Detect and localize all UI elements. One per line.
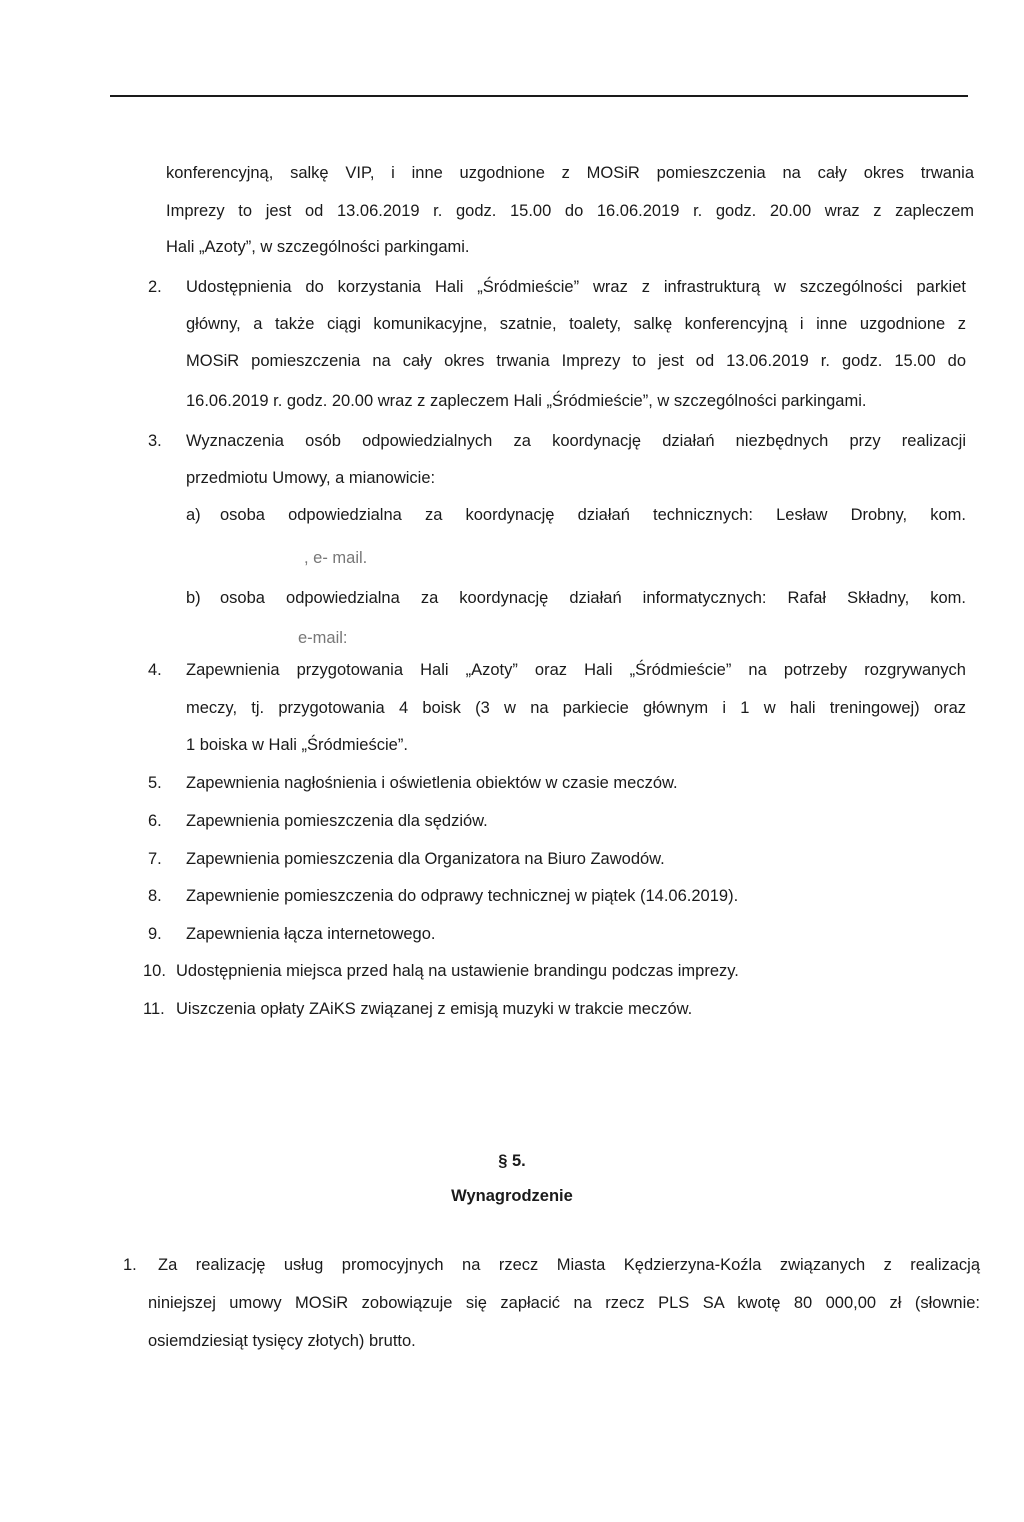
- item-9-text: Zapewnienia łącza internetowego.: [186, 925, 436, 943]
- item-2-line-2: główny, a także ciągi komunikacyjne, szatnie, toalety, salkę konferencyjną i inne uzgodnione z: [186, 315, 966, 333]
- subitem-a-line-2: , e- mail.: [304, 549, 368, 567]
- cont-line-1: konferencyjną, salkę VIP, i inne uzgodnione z MOSiR pomieszczenia na cały okres trwania: [166, 164, 974, 182]
- item-4-line-3: 1 boiska w Hali „Śródmieście”.: [186, 736, 408, 754]
- section5-line-1: Za realizację usług promocyjnych na rzecz Miasta Kędzierzyna-Koźla związanych z realizacją: [158, 1256, 980, 1274]
- item-6-text: Zapewnienia pomieszczenia dla sędziów.: [186, 812, 488, 830]
- item-4-line-2: meczy, tj. przygotowania 4 boisk (3 w na parkiecie głównym i 1 w hali treningowej) oraz: [186, 699, 966, 717]
- section5-line-2: niniejszej umowy MOSiR zobowiązuje się zapłacić na rzecz PLS SA kwotę 80 000,00 zł (słownie:: [148, 1294, 980, 1312]
- item-3-line-1: Wyznaczenia osób odpowiedzialnych za koordynację działań niezbędnych przy realizacji: [186, 432, 966, 450]
- item-4-number: 4.: [148, 661, 162, 679]
- subitem-b-label: b): [186, 589, 201, 607]
- item-2-number: 2.: [148, 278, 162, 296]
- header-rule: [110, 95, 968, 97]
- item-8-number: 8.: [148, 887, 162, 905]
- subitem-b-line-1: osoba odpowiedzialna za koordynację działań informatycznych: Rafał Składny, kom.: [220, 589, 966, 607]
- item-9-number: 9.: [148, 925, 162, 943]
- item-11-number: 11.: [143, 1000, 165, 1018]
- cont-line-2: Imprezy to jest od 13.06.2019 r. godz. 15.00 do 16.06.2019 r. godz. 20.00 wraz z zapleczem: [166, 202, 974, 220]
- item-7-text: Zapewnienia pomieszczenia dla Organizatora na Biuro Zawodów.: [186, 850, 665, 868]
- subitem-a-line-1: osoba odpowiedzialna za koordynację działań technicznych: Lesław Drobny, kom.: [220, 506, 966, 524]
- section-title: Wynagrodzenie: [451, 1187, 573, 1205]
- section-mark: § 5.: [498, 1152, 526, 1170]
- subitem-b-line-2: e-mail:: [298, 629, 348, 647]
- item-10-number: 10.: [143, 962, 166, 980]
- item-8-text: Zapewnienie pomieszczenia do odprawy technicznej w piątek (14.06.2019).: [186, 887, 739, 905]
- item-2-line-4: 16.06.2019 r. godz. 20.00 wraz z zapleczem Hali „Śródmieście”, w szczególności parkingami.: [186, 392, 867, 410]
- item-2-line-1: Udostępnienia do korzystania Hali „Śródmieście” wraz z infrastrukturą w szczególności parkiet: [186, 278, 966, 296]
- section5-line-3: osiemdziesiąt tysięcy złotych) brutto.: [148, 1332, 416, 1350]
- item-10-text: Udostępnienia miejsca przed halą na ustawienie brandingu podczas imprezy.: [176, 962, 739, 980]
- item-2-line-3: MOSiR pomieszczenia na cały okres trwania Imprezy to jest od 13.06.2019 r. godz. 15.00 do: [186, 352, 966, 370]
- item-11-text: Uiszczenia opłaty ZAiKS związanej z emisją muzyki w trakcie meczów.: [176, 1000, 693, 1018]
- item-3-number: 3.: [148, 432, 162, 450]
- cont-line-3: Hali „Azoty”, w szczególności parkingami.: [166, 238, 470, 256]
- item-7-number: 7.: [148, 850, 162, 868]
- item-3-line-2: przedmiotu Umowy, a mianowicie:: [186, 469, 436, 487]
- item-5-number: 5.: [148, 774, 162, 792]
- section5-item-1-number: 1.: [123, 1256, 137, 1274]
- item-5-text: Zapewnienia nagłośnienia i oświetlenia obiektów w czasie meczów.: [186, 774, 678, 792]
- subitem-a-label: a): [186, 506, 201, 524]
- item-4-line-1: Zapewnienia przygotowania Hali „Azoty” oraz Hali „Śródmieście” na potrzeby rozgrywanych: [186, 661, 966, 679]
- item-6-number: 6.: [148, 812, 162, 830]
